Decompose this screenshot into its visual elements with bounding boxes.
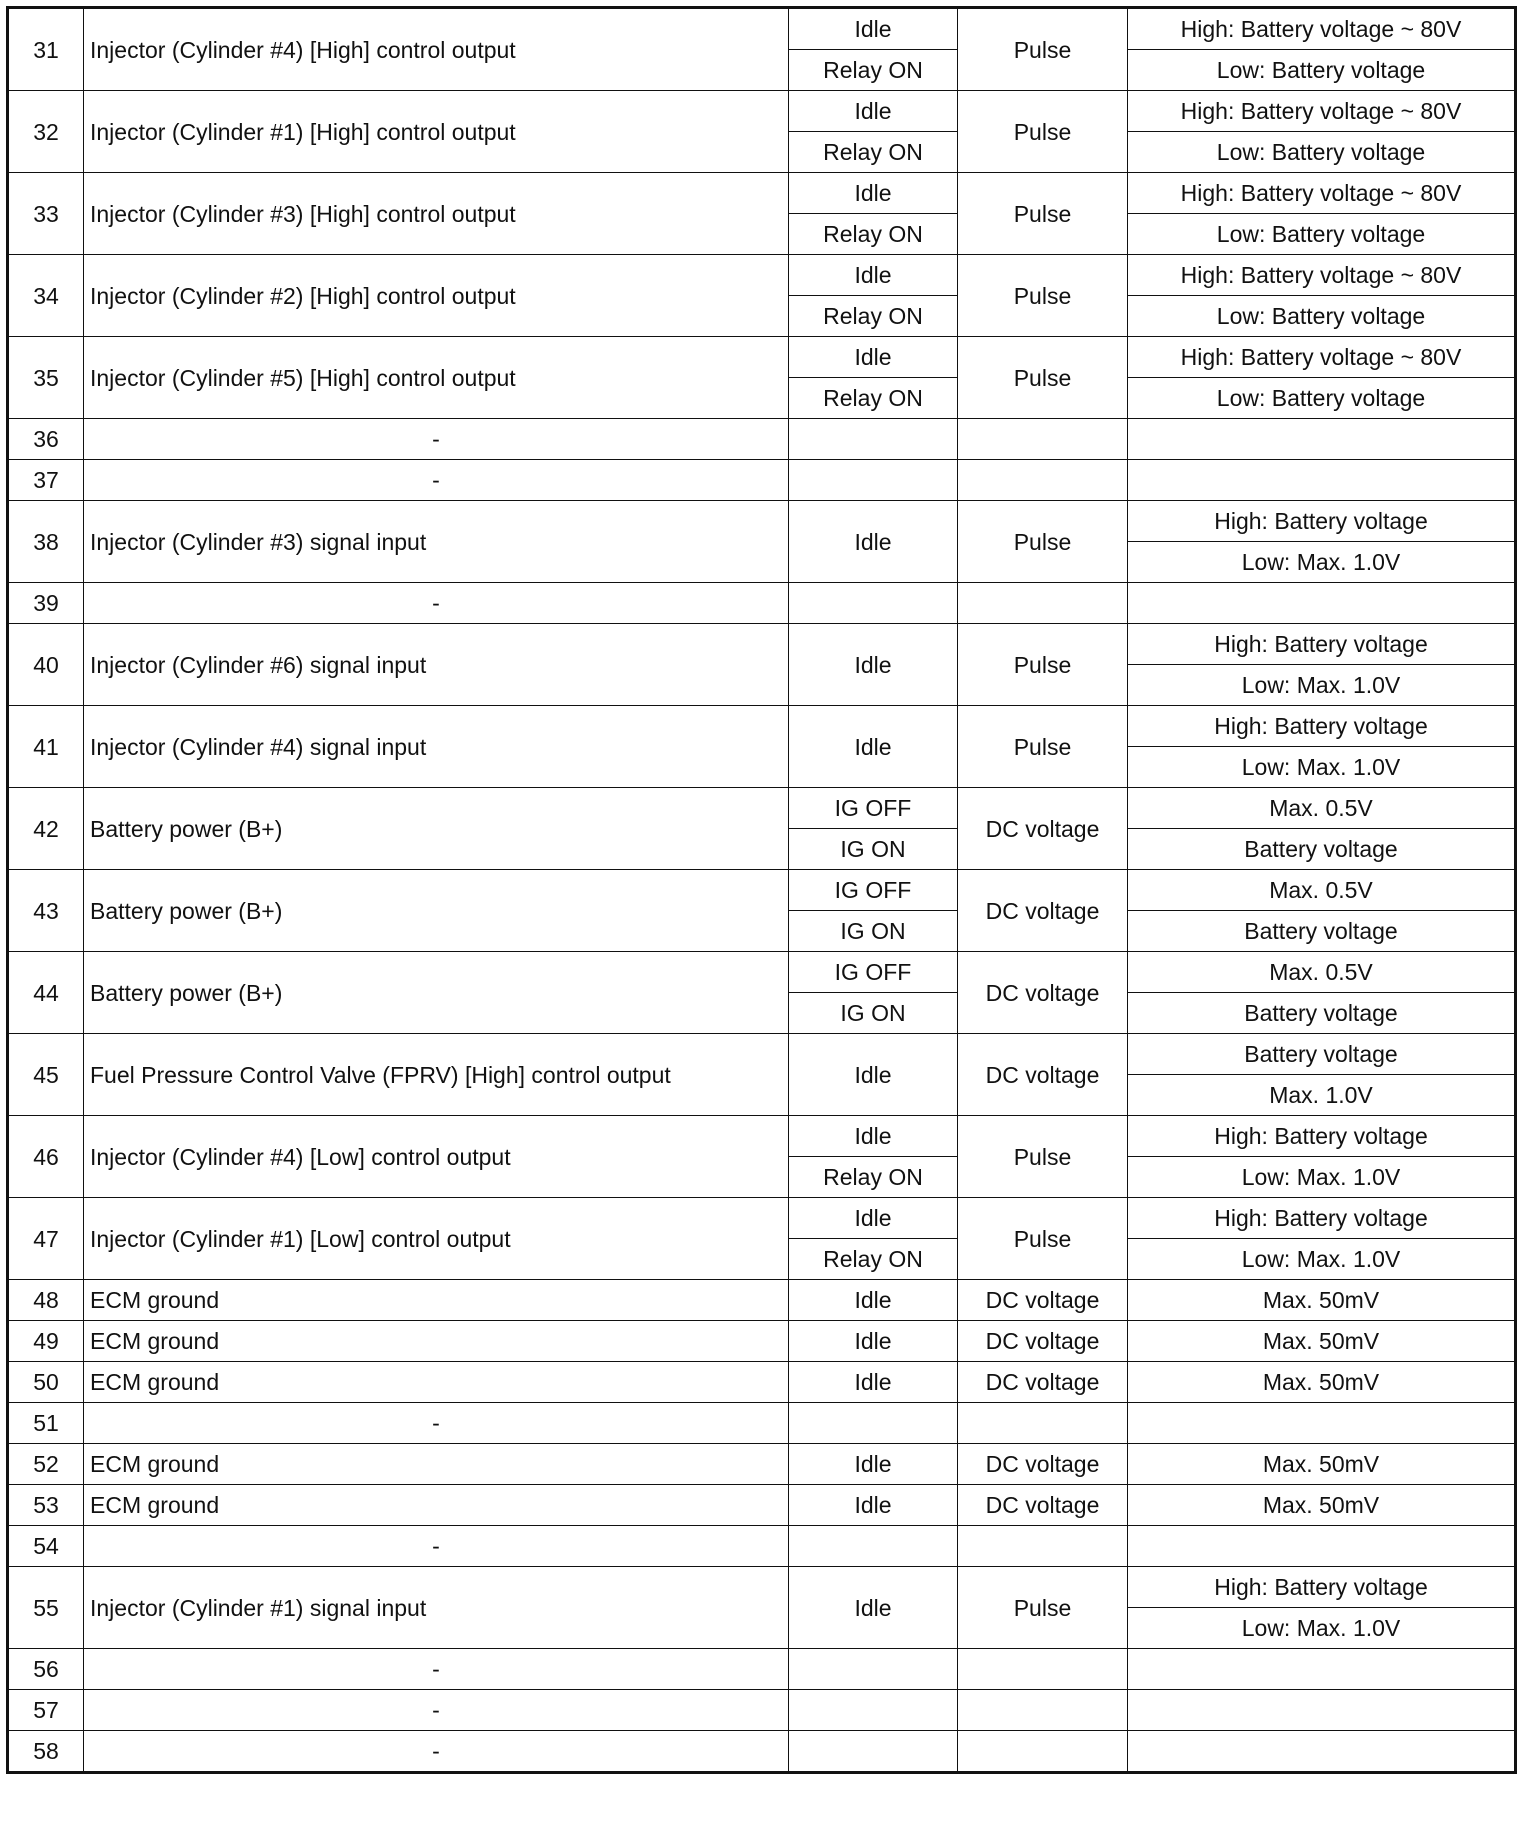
test-condition xyxy=(789,1526,958,1567)
pin-number: 38 xyxy=(8,501,84,583)
table-row xyxy=(8,8,1516,50)
signal-type xyxy=(958,1526,1128,1567)
table-row xyxy=(8,1731,1516,1773)
table-row xyxy=(8,788,1516,829)
signal-type: Pulse xyxy=(958,255,1128,337)
table-row xyxy=(8,419,1516,460)
test-condition: Relay ON xyxy=(789,50,958,91)
specification-value xyxy=(1128,1731,1516,1773)
pin-description: ECM ground xyxy=(84,1444,789,1485)
table-row xyxy=(8,624,1516,665)
pin-description: Injector (Cylinder #3) signal input xyxy=(84,501,789,583)
table-row xyxy=(8,1280,1516,1321)
test-condition: IG OFF xyxy=(789,870,958,911)
specification-value: Max. 50mV xyxy=(1128,1321,1516,1362)
specification-value: High: Battery voltage ~ 80V xyxy=(1128,255,1516,296)
pin-number: 47 xyxy=(8,1198,84,1280)
specification-value: Battery voltage xyxy=(1128,911,1516,952)
test-condition: Relay ON xyxy=(789,378,958,419)
signal-type xyxy=(958,1731,1128,1773)
pin-description: - xyxy=(84,583,789,624)
specification-value: High: Battery voltage xyxy=(1128,1198,1516,1239)
pin-description: Injector (Cylinder #2) [High] control output xyxy=(84,255,789,337)
pin-description: Injector (Cylinder #4) signal input xyxy=(84,706,789,788)
specification-value: Low: Max. 1.0V xyxy=(1128,1157,1516,1198)
test-condition: Idle xyxy=(789,1362,958,1403)
signal-type: DC voltage xyxy=(958,870,1128,952)
table-row xyxy=(8,1403,1516,1444)
specification-value: Low: Max. 1.0V xyxy=(1128,1608,1516,1649)
pin-number: 57 xyxy=(8,1690,84,1731)
pin-description: ECM ground xyxy=(84,1362,789,1403)
test-condition: Idle xyxy=(789,1485,958,1526)
signal-type xyxy=(958,583,1128,624)
table-row xyxy=(8,1116,1516,1157)
pin-number: 50 xyxy=(8,1362,84,1403)
table-row xyxy=(8,1526,1516,1567)
pin-description: ECM ground xyxy=(84,1321,789,1362)
pin-description: - xyxy=(84,1649,789,1690)
signal-type: Pulse xyxy=(958,1198,1128,1280)
specification-value: High: Battery voltage ~ 80V xyxy=(1128,91,1516,132)
pin-number: 58 xyxy=(8,1731,84,1773)
specification-value: High: Battery voltage ~ 80V xyxy=(1128,173,1516,214)
specification-value: Battery voltage xyxy=(1128,829,1516,870)
specification-value: Max. 0.5V xyxy=(1128,788,1516,829)
test-condition: Relay ON xyxy=(789,132,958,173)
specification-value xyxy=(1128,1690,1516,1731)
test-condition: Idle xyxy=(789,1444,958,1485)
test-condition: Idle xyxy=(789,624,958,706)
test-condition: Idle xyxy=(789,1116,958,1157)
specification-value xyxy=(1128,583,1516,624)
pin-description: Injector (Cylinder #5) [High] control output xyxy=(84,337,789,419)
specification-value: Low: Max. 1.0V xyxy=(1128,665,1516,706)
specification-value: Battery voltage xyxy=(1128,1034,1516,1075)
test-condition: Relay ON xyxy=(789,1157,958,1198)
pin-description: Injector (Cylinder #1) [High] control output xyxy=(84,91,789,173)
pin-description: Injector (Cylinder #6) signal input xyxy=(84,624,789,706)
specification-value: High: Battery voltage xyxy=(1128,706,1516,747)
pin-description: Injector (Cylinder #1) [Low] control output xyxy=(84,1198,789,1280)
pin-number: 52 xyxy=(8,1444,84,1485)
pin-number: 53 xyxy=(8,1485,84,1526)
table-row xyxy=(8,1321,1516,1362)
pin-number: 37 xyxy=(8,460,84,501)
specification-value: Max. 50mV xyxy=(1128,1485,1516,1526)
test-condition xyxy=(789,1690,958,1731)
pin-description: Injector (Cylinder #4) [Low] control output xyxy=(84,1116,789,1198)
specification-value: Low: Max. 1.0V xyxy=(1128,747,1516,788)
signal-type: Pulse xyxy=(958,624,1128,706)
signal-type: DC voltage xyxy=(958,1444,1128,1485)
signal-type xyxy=(958,460,1128,501)
test-condition: Idle xyxy=(789,173,958,214)
pin-number: 43 xyxy=(8,870,84,952)
signal-type xyxy=(958,1649,1128,1690)
pin-description: Battery power (B+) xyxy=(84,870,789,952)
pin-number: 45 xyxy=(8,1034,84,1116)
specification-value: Low: Battery voltage xyxy=(1128,214,1516,255)
specification-value: Battery voltage xyxy=(1128,993,1516,1034)
signal-type xyxy=(958,1690,1128,1731)
pin-number: 40 xyxy=(8,624,84,706)
pin-number: 39 xyxy=(8,583,84,624)
pin-description: - xyxy=(84,419,789,460)
specification-value: Max. 0.5V xyxy=(1128,952,1516,993)
pin-number: 42 xyxy=(8,788,84,870)
specification-value: High: Battery voltage xyxy=(1128,1567,1516,1608)
test-condition: Idle xyxy=(789,501,958,583)
pin-description: Injector (Cylinder #4) [High] control output xyxy=(84,8,789,91)
test-condition: IG ON xyxy=(789,911,958,952)
test-condition: Idle xyxy=(789,1567,958,1649)
table-row xyxy=(8,1649,1516,1690)
pin-description: ECM ground xyxy=(84,1280,789,1321)
pin-spec-sheet xyxy=(6,6,1514,1774)
test-condition: Idle xyxy=(789,337,958,378)
test-condition xyxy=(789,583,958,624)
test-condition xyxy=(789,1403,958,1444)
pin-number: 41 xyxy=(8,706,84,788)
signal-type: Pulse xyxy=(958,1567,1128,1649)
table-row xyxy=(8,1690,1516,1731)
specification-value: Max. 50mV xyxy=(1128,1362,1516,1403)
table-row xyxy=(8,1485,1516,1526)
table-row xyxy=(8,1567,1516,1608)
pin-number: 35 xyxy=(8,337,84,419)
signal-type: Pulse xyxy=(958,706,1128,788)
pin-number: 32 xyxy=(8,91,84,173)
table-row xyxy=(8,91,1516,132)
table-row xyxy=(8,1362,1516,1403)
specification-value: Low: Max. 1.0V xyxy=(1128,542,1516,583)
pin-number: 44 xyxy=(8,952,84,1034)
test-condition: IG ON xyxy=(789,993,958,1034)
signal-type: Pulse xyxy=(958,337,1128,419)
test-condition: Idle xyxy=(789,706,958,788)
test-condition: Idle xyxy=(789,1321,958,1362)
pin-number: 31 xyxy=(8,8,84,91)
signal-type: DC voltage xyxy=(958,1321,1128,1362)
table-row xyxy=(8,952,1516,993)
specification-value: High: Battery voltage ~ 80V xyxy=(1128,8,1516,50)
specification-value xyxy=(1128,1526,1516,1567)
signal-type: DC voltage xyxy=(958,1362,1128,1403)
specification-value xyxy=(1128,419,1516,460)
specification-value xyxy=(1128,1649,1516,1690)
pin-number: 46 xyxy=(8,1116,84,1198)
table-row xyxy=(8,501,1516,542)
test-condition xyxy=(789,460,958,501)
signal-type: DC voltage xyxy=(958,1485,1128,1526)
specification-value: Low: Battery voltage xyxy=(1128,296,1516,337)
specification-value: Max. 50mV xyxy=(1128,1280,1516,1321)
test-condition: IG OFF xyxy=(789,788,958,829)
pin-description: Battery power (B+) xyxy=(84,788,789,870)
pin-description: Fuel Pressure Control Valve (FPRV) [High] control output xyxy=(84,1034,789,1116)
test-condition: Idle xyxy=(789,1034,958,1116)
table-row xyxy=(8,255,1516,296)
table-row xyxy=(8,706,1516,747)
signal-type: Pulse xyxy=(958,173,1128,255)
table-row xyxy=(8,173,1516,214)
specification-value xyxy=(1128,460,1516,501)
pin-number: 34 xyxy=(8,255,84,337)
specification-value: Low: Battery voltage xyxy=(1128,50,1516,91)
signal-type xyxy=(958,1403,1128,1444)
pin-description: ECM ground xyxy=(84,1485,789,1526)
test-condition: Idle xyxy=(789,1198,958,1239)
pin-description: Injector (Cylinder #1) signal input xyxy=(84,1567,789,1649)
signal-type: DC voltage xyxy=(958,1280,1128,1321)
specification-value: Max. 1.0V xyxy=(1128,1075,1516,1116)
pin-number: 36 xyxy=(8,419,84,460)
pin-number: 49 xyxy=(8,1321,84,1362)
pin-number: 51 xyxy=(8,1403,84,1444)
test-condition: Relay ON xyxy=(789,296,958,337)
signal-type: DC voltage xyxy=(958,788,1128,870)
pin-number: 54 xyxy=(8,1526,84,1567)
specification-value: Max. 50mV xyxy=(1128,1444,1516,1485)
pin-number: 48 xyxy=(8,1280,84,1321)
table-row xyxy=(8,460,1516,501)
pin-description: Battery power (B+) xyxy=(84,952,789,1034)
table-row xyxy=(8,870,1516,911)
signal-type: DC voltage xyxy=(958,952,1128,1034)
specification-value xyxy=(1128,1403,1516,1444)
test-condition: Relay ON xyxy=(789,214,958,255)
test-condition: IG ON xyxy=(789,829,958,870)
specification-value: High: Battery voltage xyxy=(1128,1116,1516,1157)
test-condition: IG OFF xyxy=(789,952,958,993)
table-row xyxy=(8,337,1516,378)
pin-description: - xyxy=(84,1526,789,1567)
test-condition xyxy=(789,419,958,460)
pin-description: - xyxy=(84,1731,789,1773)
test-condition: Idle xyxy=(789,1280,958,1321)
table-row xyxy=(8,1198,1516,1239)
signal-type: Pulse xyxy=(958,91,1128,173)
pin-table-body xyxy=(8,8,1516,1773)
test-condition: Relay ON xyxy=(789,1239,958,1280)
pin-description: - xyxy=(84,1403,789,1444)
test-condition: Idle xyxy=(789,8,958,50)
signal-type: Pulse xyxy=(958,501,1128,583)
specification-value: High: Battery voltage ~ 80V xyxy=(1128,337,1516,378)
pin-description: Injector (Cylinder #3) [High] control output xyxy=(84,173,789,255)
signal-type: Pulse xyxy=(958,8,1128,91)
ecm-pin-table xyxy=(6,6,1517,1774)
table-row xyxy=(8,583,1516,624)
pin-number: 55 xyxy=(8,1567,84,1649)
test-condition: Idle xyxy=(789,255,958,296)
signal-type: Pulse xyxy=(958,1116,1128,1198)
specification-value: Low: Battery voltage xyxy=(1128,132,1516,173)
table-row xyxy=(8,1034,1516,1075)
pin-number: 56 xyxy=(8,1649,84,1690)
specification-value: Low: Max. 1.0V xyxy=(1128,1239,1516,1280)
specification-value: Max. 0.5V xyxy=(1128,870,1516,911)
signal-type: DC voltage xyxy=(958,1034,1128,1116)
test-condition xyxy=(789,1731,958,1773)
specification-value: High: Battery voltage xyxy=(1128,624,1516,665)
test-condition xyxy=(789,1649,958,1690)
signal-type xyxy=(958,419,1128,460)
pin-description: - xyxy=(84,1690,789,1731)
specification-value: Low: Battery voltage xyxy=(1128,378,1516,419)
specification-value: High: Battery voltage xyxy=(1128,501,1516,542)
table-row xyxy=(8,1444,1516,1485)
pin-description: - xyxy=(84,460,789,501)
pin-number: 33 xyxy=(8,173,84,255)
test-condition: Idle xyxy=(789,91,958,132)
